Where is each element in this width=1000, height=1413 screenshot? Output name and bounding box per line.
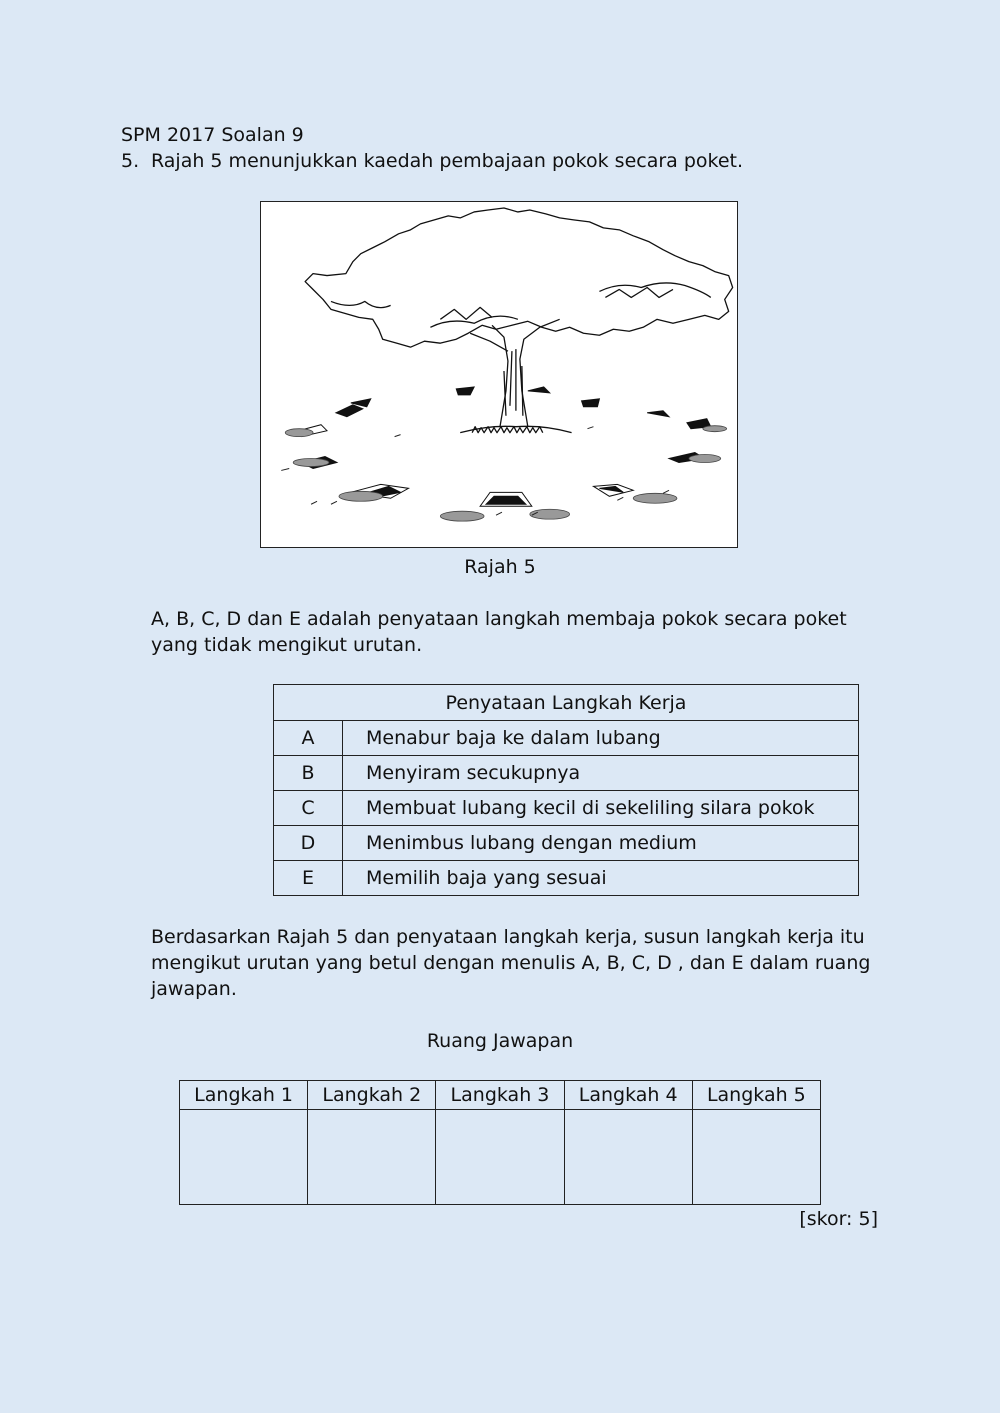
question-text: Rajah 5 menunjukkan kaedah pembajaan pokok secara poket.: [151, 150, 744, 172]
step-text: Membuat lubang kecil di sekeliling silara pokok: [343, 791, 859, 826]
table-row: [274, 791, 859, 826]
table-row: [274, 861, 859, 896]
answer-column-header: Langkah 1: [180, 1081, 308, 1110]
intro-paragraph: A, B, C, D dan E adalah penyataan langkah membaja pokok secara poket yang tidak mengikut urutan.: [151, 608, 847, 656]
steps-table: [273, 684, 859, 896]
answer-cell-1[interactable]: [180, 1110, 308, 1205]
score-label: [skor: 5]: [799, 1208, 878, 1230]
steps-table-header: Penyataan Langkah Kerja: [274, 685, 859, 721]
question-source: SPM 2017 Soalan 9: [121, 124, 304, 146]
question-stem: [121, 148, 743, 174]
step-letter: D: [274, 826, 343, 861]
answer-column-header: Langkah 2: [308, 1081, 436, 1110]
table-row: [274, 756, 859, 791]
instruction-paragraph: Berdasarkan Rajah 5 dan penyataan langkah kerja, susun langkah kerja itu mengikut urutan yang betul dengan menulis A, B, C, D , dan E dalam ruang jawapan.: [151, 926, 871, 1000]
step-text: Menabur baja ke dalam lubang: [343, 721, 859, 756]
step-text: Menyiram secukupnya: [343, 756, 859, 791]
step-letter: A: [274, 721, 343, 756]
answer-cell-3[interactable]: [436, 1110, 564, 1205]
step-text: Memilih baja yang sesuai: [343, 861, 859, 896]
answer-column-header: Langkah 4: [564, 1081, 692, 1110]
table-row: [274, 721, 859, 756]
answer-column-header: Langkah 5: [692, 1081, 820, 1110]
step-letter: E: [274, 861, 343, 896]
answer-cell-4[interactable]: [564, 1110, 692, 1205]
answer-table: [179, 1080, 821, 1205]
figure-rajah-5: [260, 201, 738, 548]
tree-illustration: [261, 202, 737, 547]
answer-column-header: Langkah 3: [436, 1081, 564, 1110]
figure-caption: Rajah 5: [464, 556, 536, 578]
question-number: 5.: [121, 150, 140, 172]
answer-cell-5[interactable]: [692, 1110, 820, 1205]
answer-heading: Ruang Jawapan: [426, 1030, 574, 1052]
step-letter: B: [274, 756, 343, 791]
step-text: Menimbus lubang dengan medium: [343, 826, 859, 861]
answer-cell-2[interactable]: [308, 1110, 436, 1205]
table-row: [274, 826, 859, 861]
step-letter: C: [274, 791, 343, 826]
